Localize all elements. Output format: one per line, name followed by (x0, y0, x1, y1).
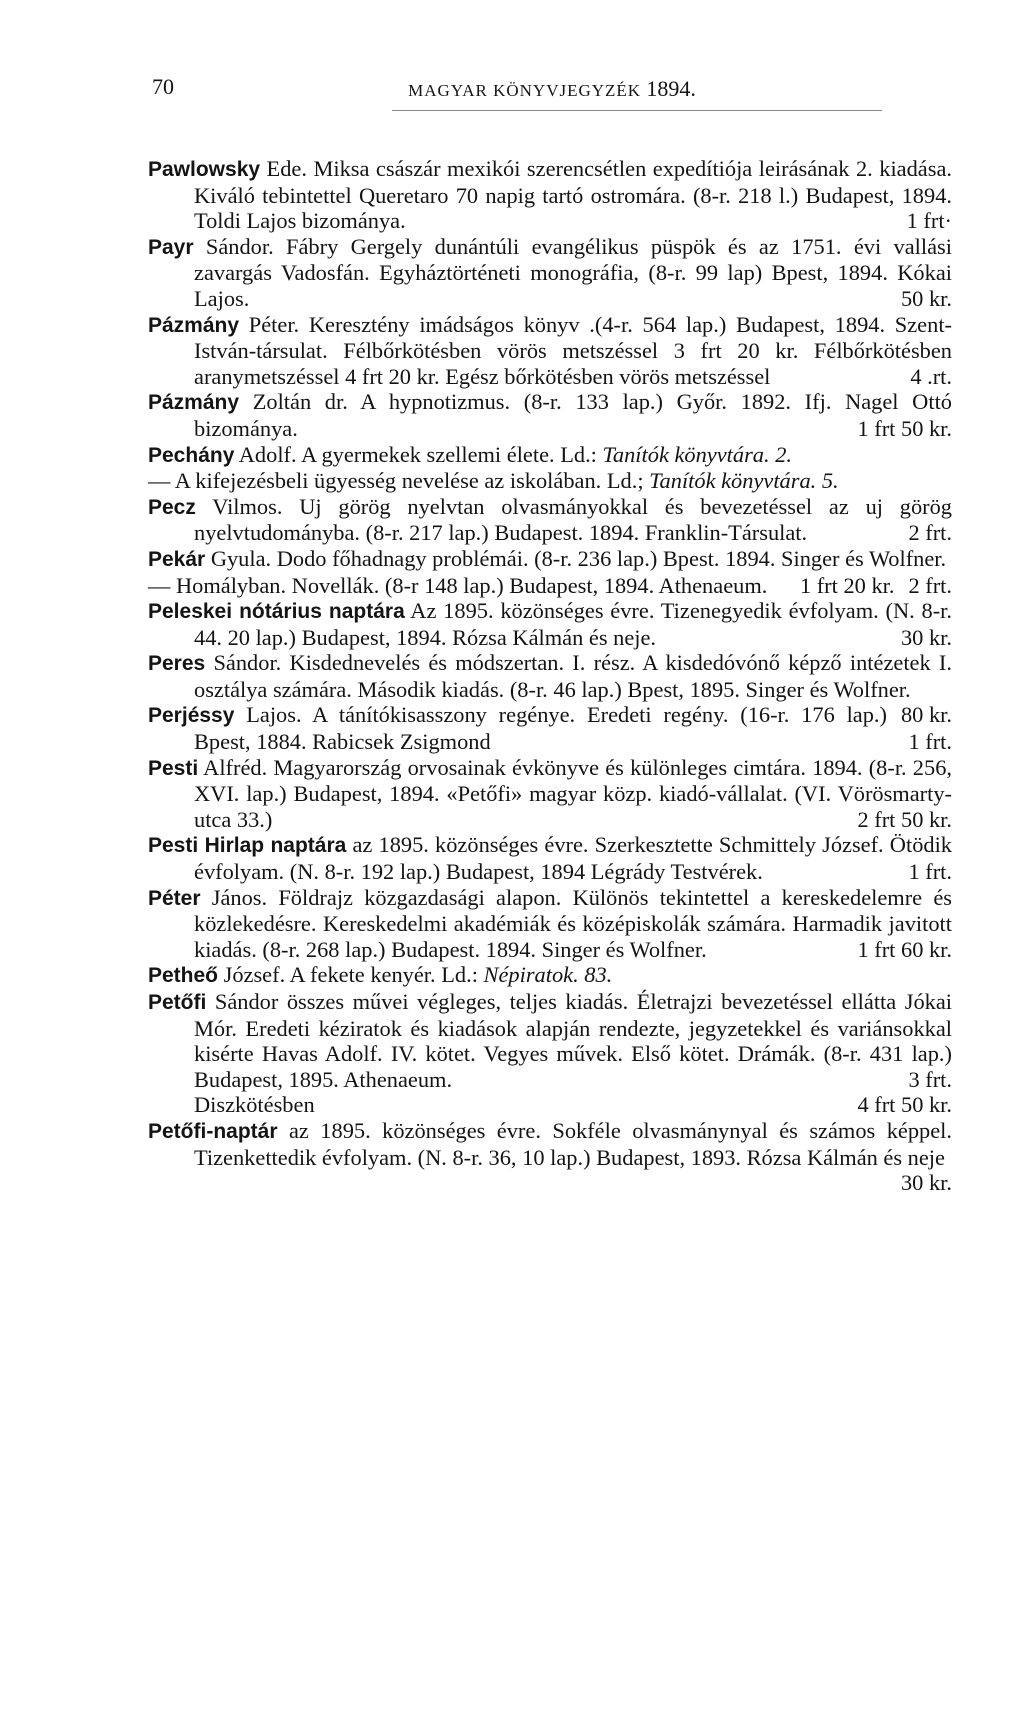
entry-price: 2 frt. (908, 572, 952, 598)
entry-author: Pecz (148, 495, 196, 519)
entry-text: Gyula. Dodo főhadnagy problémái. (8-r. 236 lap.) Bpest. 1894. Singer és Wolfner. (205, 545, 947, 571)
journal-year: 1894. (646, 76, 696, 101)
bibliography-entry (148, 962, 952, 989)
entry-series-reference: Népiratok. 83. (483, 962, 613, 988)
entry-author: Pesti (148, 756, 199, 780)
entry-series-reference: Tanítók könyvtára. 2. (602, 441, 792, 467)
entry-text: Péter. Keresztény imádságos könyv .(4-r. 564 lap.) Budapest, 1894. Szent-István-társulat. Félbőrkötésben vörös metszéssel 3 frt 20 kr. Félbőrkötésben aranymetszéssel 4 frt 20 kr. Egész bőrkötésben vörös metszéssel (194, 311, 952, 389)
entry-author: Payr (148, 235, 194, 259)
bibliography-entry (148, 389, 952, 441)
entry-text: az 1895. közönséges évre. Sokféle olvasmánynyal és számos képpel. Tizenkettedik évfolyam. (N. 8-r. 36, 10 lap.) Budapest, 1893. Rózsa Kálmán és neje (194, 1117, 952, 1170)
entry-author: Petőfi (148, 991, 207, 1014)
entry-text: Az 1895. közönséges évre. Tizenegyedik évfolyam. (N. 8-r. 44. 20 lap.) Budapest, 1894. Rózsa Kálmán és neje. (194, 598, 952, 650)
ditto-dash: — (148, 468, 171, 494)
entry-price: 50 kr. (900, 285, 952, 311)
entry-author: Pázmány (148, 391, 240, 415)
entry-text: János. Földrajz közgazdasági alapon. Különös tekintettel a kereskedelemre és közlekedésre. Kereskedelmi akadémiák és középiskolák számára. Harmadik javitott kiadás. (8-r. 268 lap.) Budapest. 1894. Singer és Wolfner. (194, 884, 952, 962)
bibliography-entry (148, 1117, 952, 1196)
entry-text: Lajos. A tánítókisasszony regénye. Eredeti regény. (16-r. 176 lap.) Bpest, 1884. Rabicsek Zsigmond (194, 702, 887, 755)
entry-price: 2 frt 50 kr. (857, 806, 952, 832)
page-number: 70 (152, 74, 174, 99)
entry-text: Alfréd. Magyarország orvosainak évkönyve és különleges cimtára. 1894. (8-r. 256, XVI. lap.) Budapest, 1894. «Petőfi» magyar közp. kiadó-vállalat. (VI. Vörösmarty-utca 33.) (194, 754, 952, 832)
entry-text: Adolf. A gyermekek szellemi élete. Ld.: (234, 441, 597, 467)
entry-author: Péter (148, 886, 201, 910)
entry-price: 1 frt 60 kr. (857, 936, 952, 962)
entry-text: Sándor. Kisdednevelés és módszertan. I. rész. A kisdedóvónő képző intézetek I. osztálya számára. Második kiadás. (8-r. 46 lap.) Bpest, 1895. Singer és Wolfner. (194, 650, 952, 702)
entry-author: Pesti Hirlap naptára (148, 834, 347, 858)
entry-author: Petőfi-naptár (148, 1119, 278, 1143)
entry-text: Homályban. Novellák. (8-r 148 lap.) Budapest, 1894. Athenaeum. (170, 572, 768, 598)
bibliography-entry (148, 442, 952, 469)
entry-text: A kifejezésbeli ügyesség nevelése az iskolában. Ld.; (170, 468, 644, 494)
ditto-dash: — (148, 572, 171, 598)
bibliography-entry-variant (148, 1092, 952, 1118)
entry-author: Peres (148, 652, 206, 676)
bibliography-entry (148, 832, 952, 884)
entry-text: Ede. Miksa császár mexikói szerencsétlen expedítiója leirásának 2. kiadása. Kiváló tebintettel Queretaro 70 napig tartó ostromára. (8-r. 218 l.) Budapest, 1894. Toldi Lajos bizománya. (194, 156, 952, 234)
entry-price: 1 frt 50 kr. (857, 415, 952, 441)
entry-price: 80 kr. (900, 702, 952, 728)
entry-text: Vilmos. Uj görög nyelvtan olvasmányokkal és bevezetéssel az uj görög nyelvtudományba. (8-r. 217 lap.) Budapest. 1894. Franklin-Társulat. (194, 493, 952, 546)
bibliography-entry (148, 468, 952, 494)
entry-author: Peleskei nótárius naptára (148, 600, 405, 624)
bibliography-entry (148, 573, 952, 599)
entry-author: Pawlowsky (148, 158, 261, 181)
entry-author: Petheő (148, 964, 219, 988)
bibliography-entry (148, 702, 952, 754)
entry-price: 30 kr. (900, 624, 952, 650)
entry-author: Perjéssy (148, 704, 235, 728)
variant-price: 4 frt 50 kr. (857, 1092, 952, 1118)
header-rule (392, 110, 882, 111)
entry-price: 1 frt. (908, 729, 952, 755)
entry-price: 30 kr. (900, 1170, 952, 1196)
entry-price: 1 frt· (906, 208, 952, 234)
entry-text: Sándor összes művei végleges, teljes kiadás. Életrajzi bevezetéssel ellátta Jókai Mór. Eredeti kéziratok és kiadások alapján rendezte, jegyzetekkel és variánsokkal kisérte Havas Adolf. IV. kötet. Vegyes művek. Első kötet. Drámák. (8-r. 431 lap.) Budapest, 1895. Athenaeum. (194, 989, 952, 1092)
journal-title (152, 76, 952, 102)
entry-author: Pázmány (148, 313, 240, 337)
entry-price: 1 frt 20 kr. (799, 572, 895, 598)
entry-price: 3 frt. (908, 1066, 952, 1092)
bibliography-entry (148, 598, 952, 650)
bibliography-entry (148, 885, 952, 963)
bibliography-entries (148, 156, 952, 1196)
entry-price: 1 frt. (908, 859, 952, 885)
entry-text: Sándor. Fábry Gergely dunántúli evangélikus püspök és az 1751. évi vallási zavargás Vadosfán. Egyháztörténeti monográfia, (8-r. 99 lap) Bpest, 1894. Kókai Lajos. (193, 233, 952, 311)
entry-author: Pechány (148, 443, 235, 467)
entry-price: 2 frt. (908, 520, 952, 546)
entry-text: Zoltán dr. A hypnotizmus. (8-r. 133 lap.) Győr. 1892. Ifj. Nagel Ottó bizománya. (194, 389, 952, 441)
entry-text: József. A fekete kenyér. Ld.: (218, 962, 478, 988)
bibliography-entry (148, 156, 952, 234)
entry-series-reference: Tanítók könyvtára. 5. (649, 468, 839, 494)
journal-title-text: MAGYAR KÖNYVJEGYZÉK (408, 81, 642, 100)
running-head (152, 74, 952, 104)
entry-author: Pekár (148, 547, 206, 571)
entry-text: az 1895. közönséges évre. Szerkesztette Schmittely József. Ötödik évfolyam. (N. 8-r. 192 lap.) Budapest, 1894 Légrády Testvérek. (194, 832, 953, 885)
bibliography-entry (148, 234, 952, 312)
bibliography-entry (148, 312, 952, 390)
bibliography-entry (148, 755, 952, 833)
bibliography-entry (148, 494, 952, 546)
bibliography-entry (148, 989, 952, 1092)
variant-text: Diszkötésben (194, 1092, 315, 1118)
entry-price: 4 .rt. (910, 363, 952, 389)
